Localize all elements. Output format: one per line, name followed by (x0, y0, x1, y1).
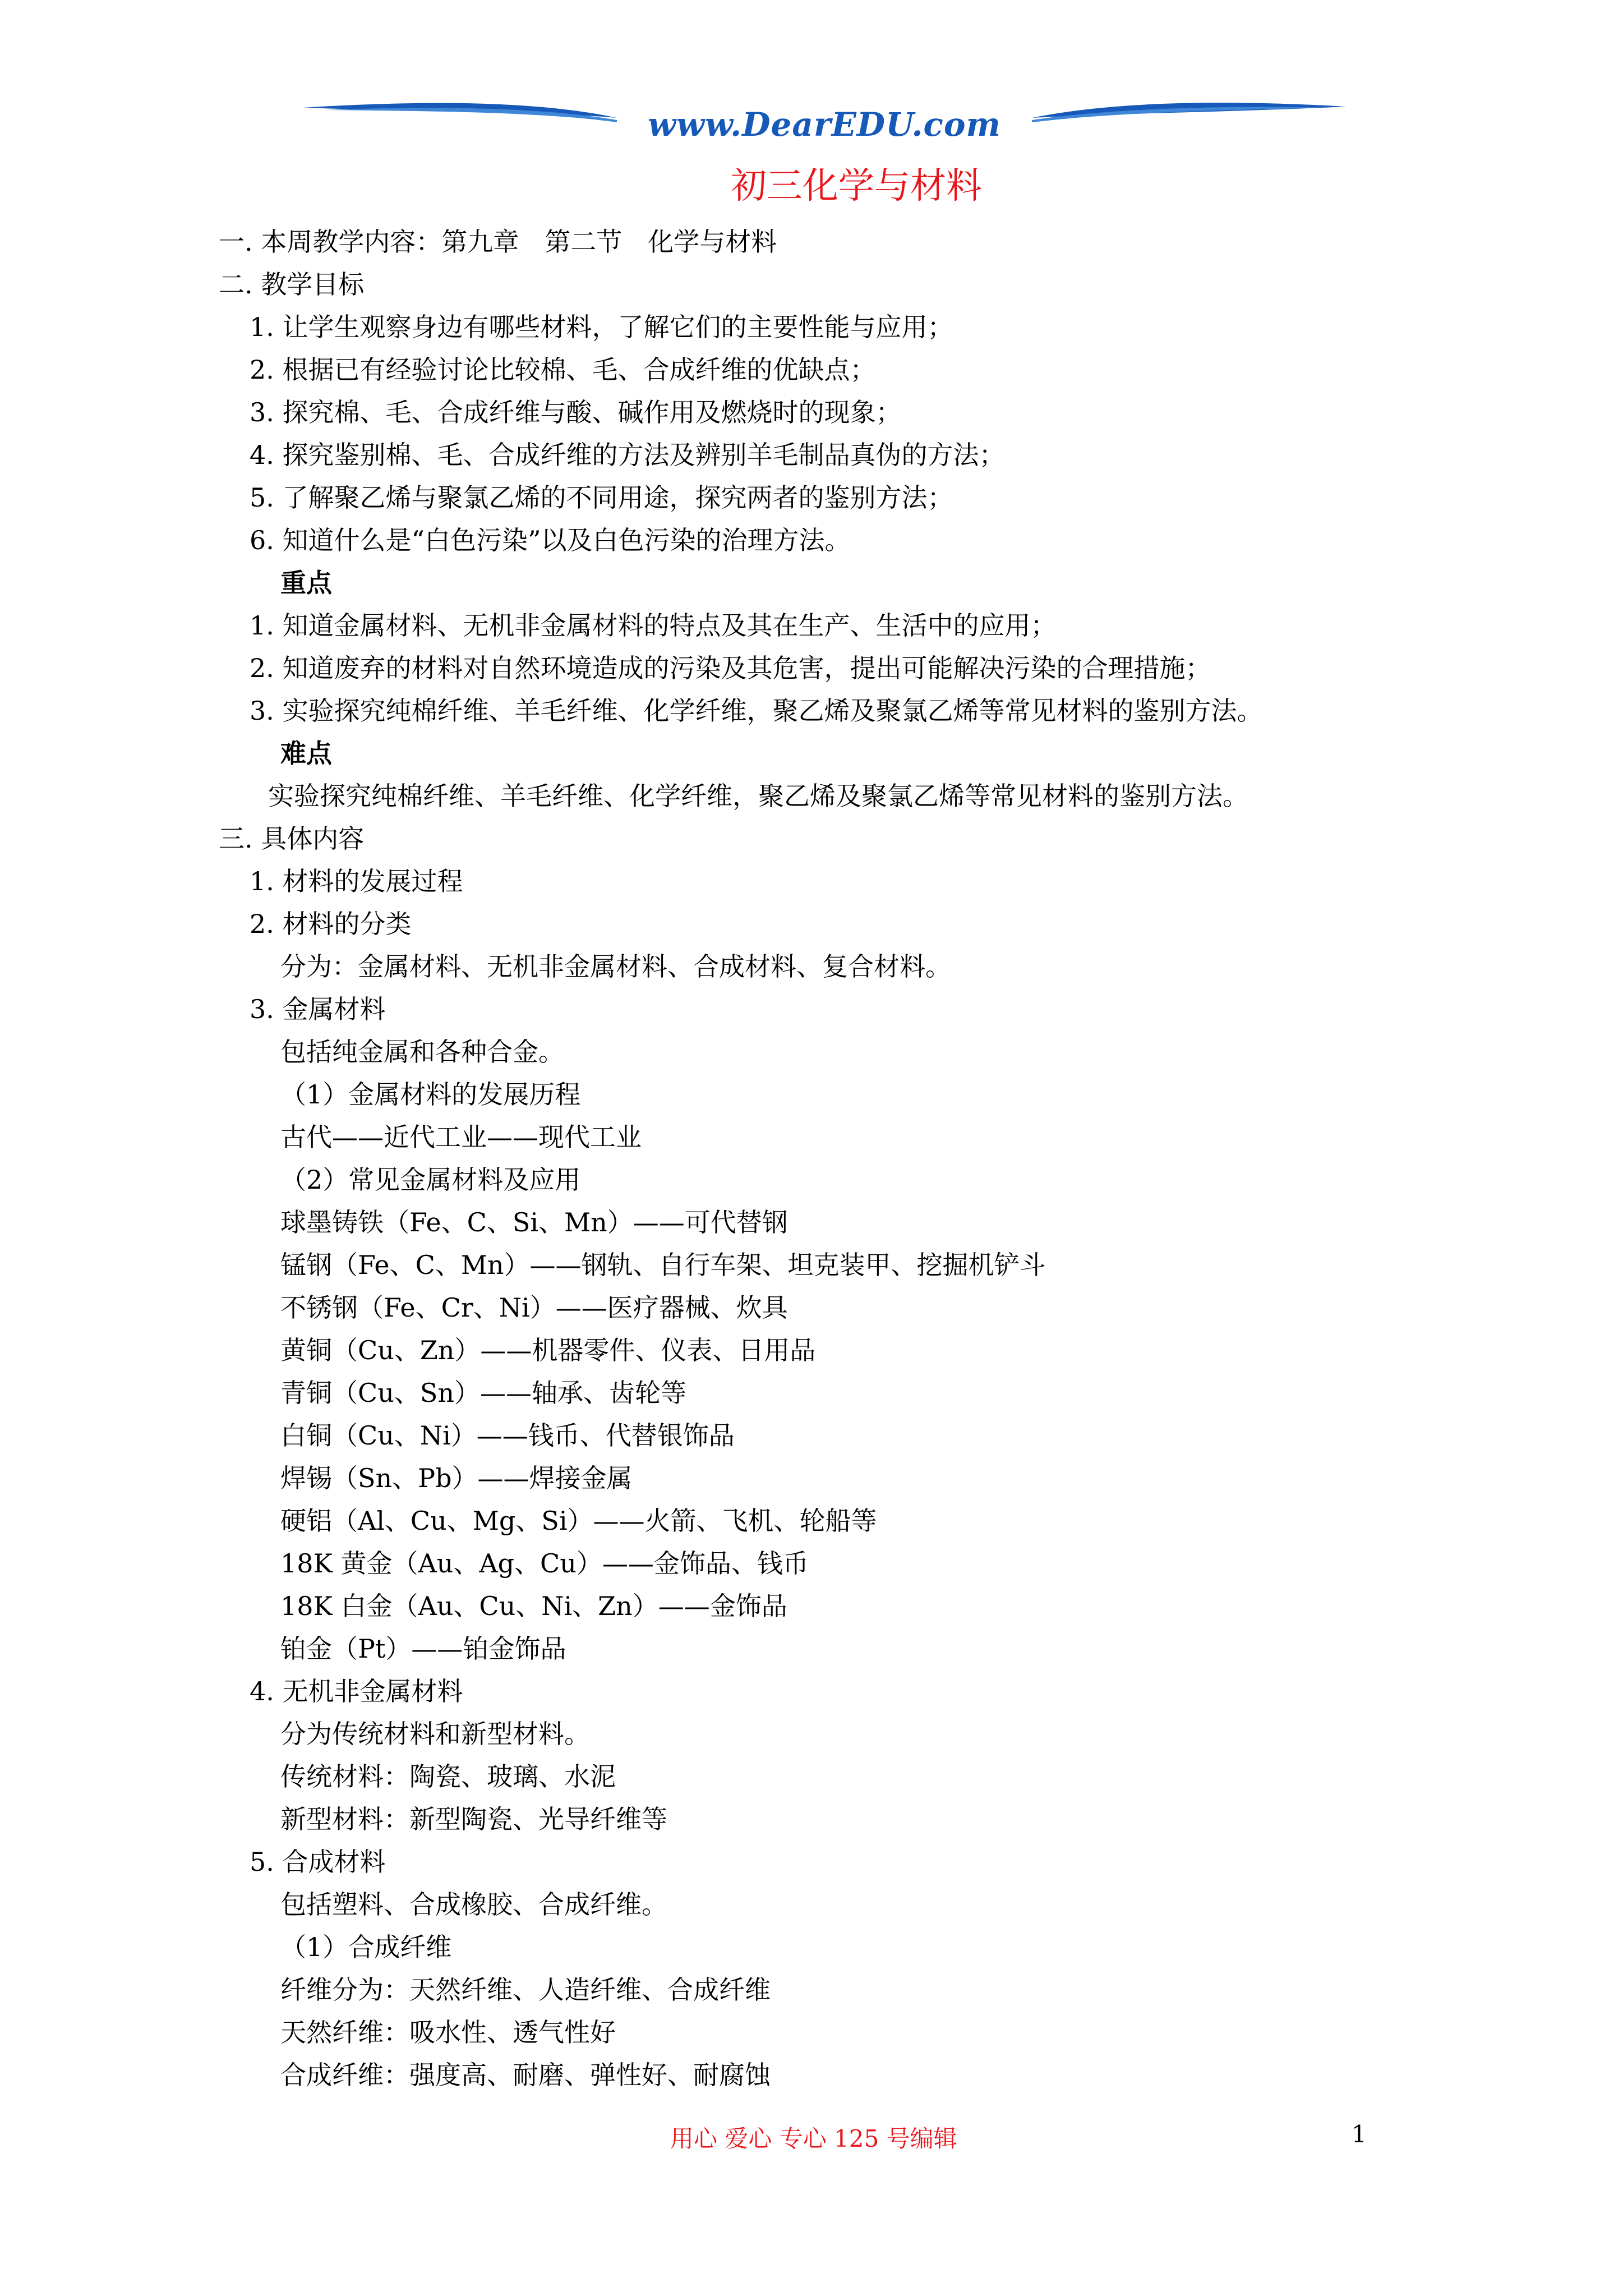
paragraph: 锰钢（Fe、C、Mn）——钢轨、自行车架、坦克装甲、挖掘机铲斗 (280, 1250, 1046, 1280)
section-heading: 三. 具体内容 (219, 823, 365, 854)
paragraph: 包括塑料、合成橡胶、合成纤维。 (280, 1889, 667, 1920)
paragraph: 天然纤维：吸水性、透气性好 (280, 2017, 616, 2047)
paragraph: 青铜（Cu、Sn）——轴承、齿轮等 (280, 1378, 686, 1408)
paragraph: 球墨铸铁（Fe、C、Si、Mn）——可代替钢 (280, 1207, 788, 1237)
paragraph: 18K 白金（Au、Cu、Ni、Zn）——金饰品 (280, 1591, 787, 1621)
paragraph: 实验探究纯棉纤维、羊毛纤维、化学纤维，聚乙烯及聚氯乙烯等常见材料的鉴别方法。 (268, 781, 1248, 811)
list-item: 3. 探究棉、毛、合成纤维与酸、碱作用及燃烧时的现象； (250, 397, 902, 427)
list-item: 1. 知道金属材料、无机非金属材料的特点及其在生产、生活中的应用； (250, 610, 1057, 641)
site-logo-text: www.DearEDU.com (648, 105, 1001, 144)
paragraph: 不锈钢（Fe、Cr、Ni）——医疗器械、炊具 (280, 1292, 788, 1323)
paragraph: 新型材料：新型陶瓷、光导纤维等 (280, 1804, 667, 1834)
paragraph: 分为：金属材料、无机非金属材料、合成材料、复合材料。 (280, 951, 951, 982)
list-item: 2. 材料的分类 (250, 909, 412, 939)
paragraph: 硬铝（Al、Cu、Mg、Si）——火箭、飞机、轮船等 (280, 1506, 877, 1536)
list-item: 1. 材料的发展过程 (250, 866, 463, 896)
paragraph: （2）常见金属材料及应用 (280, 1165, 581, 1195)
subheading-key-points: 重点 (280, 568, 332, 598)
paragraph: 合成纤维：强度高、耐磨、弹性好、耐腐蚀 (280, 2060, 771, 2090)
page-footer: 用心 爱心 专心 125 号编辑 (670, 2125, 957, 2152)
list-item: 1. 让学生观察身边有哪些材料，了解它们的主要性能与应用； (250, 312, 953, 342)
paragraph: 18K 黄金（Au、Ag、Cu）——金饰品、钱币 (280, 1548, 809, 1579)
paragraph: 焊锡（Sn、Pb）——焊接金属 (280, 1463, 633, 1493)
list-item: 2. 根据已有经验讨论比较棉、毛、合成纤维的优缺点； (250, 355, 876, 385)
list-item: 5. 了解聚乙烯与聚氯乙烯的不同用途，探究两者的鉴别方法； (250, 482, 953, 513)
list-item: 4. 无机非金属材料 (250, 1676, 463, 1706)
paragraph: 传统材料：陶瓷、玻璃、水泥 (280, 1761, 616, 1792)
paragraph: （1）金属材料的发展历程 (280, 1079, 581, 1110)
list-item: 3. 金属材料 (250, 994, 386, 1024)
list-item: 6. 知道什么是“白色污染”以及白色污染的治理方法。 (250, 525, 851, 555)
subheading-difficulties: 难点 (280, 738, 332, 769)
paragraph: 铂金（Pt）——铂金饰品 (280, 1634, 566, 1664)
site-header (303, 95, 1346, 146)
paragraph: 纤维分为：天然纤维、人造纤维、合成纤维 (280, 1975, 771, 2005)
paragraph: 分为传统材料和新型材料。 (280, 1719, 590, 1749)
paragraph: 黄铜（Cu、Zn）——机器零件、仪表、日用品 (280, 1335, 816, 1365)
section-heading: 一. 本周教学内容：第九章 第二节 化学与材料 (219, 227, 777, 257)
paragraph: 古代——近代工业——现代工业 (280, 1122, 642, 1152)
list-item: 2. 知道废弃的材料对自然环境造成的污染及其危害，提出可能解决污染的合理措施； (250, 653, 1211, 683)
paragraph: 白铜（Cu、Ni）——钱币、代替银饰品 (280, 1420, 735, 1451)
list-item: 4. 探究鉴别棉、毛、合成纤维的方法及辨别羊毛制品真伪的方法； (250, 440, 1005, 470)
page-number: 1 (1352, 2120, 1367, 2148)
paragraph: 包括纯金属和各种合金。 (280, 1037, 564, 1067)
list-item: 5. 合成材料 (250, 1847, 386, 1877)
page-title: 初三化学与材料 (731, 165, 982, 207)
section-heading: 二. 教学目标 (219, 269, 365, 300)
list-item: 3. 实验探究纯棉纤维、羊毛纤维、化学纤维，聚乙烯及聚氯乙烯等常见材料的鉴别方法。 (250, 696, 1263, 726)
paragraph: （1）合成纤维 (280, 1932, 452, 1962)
